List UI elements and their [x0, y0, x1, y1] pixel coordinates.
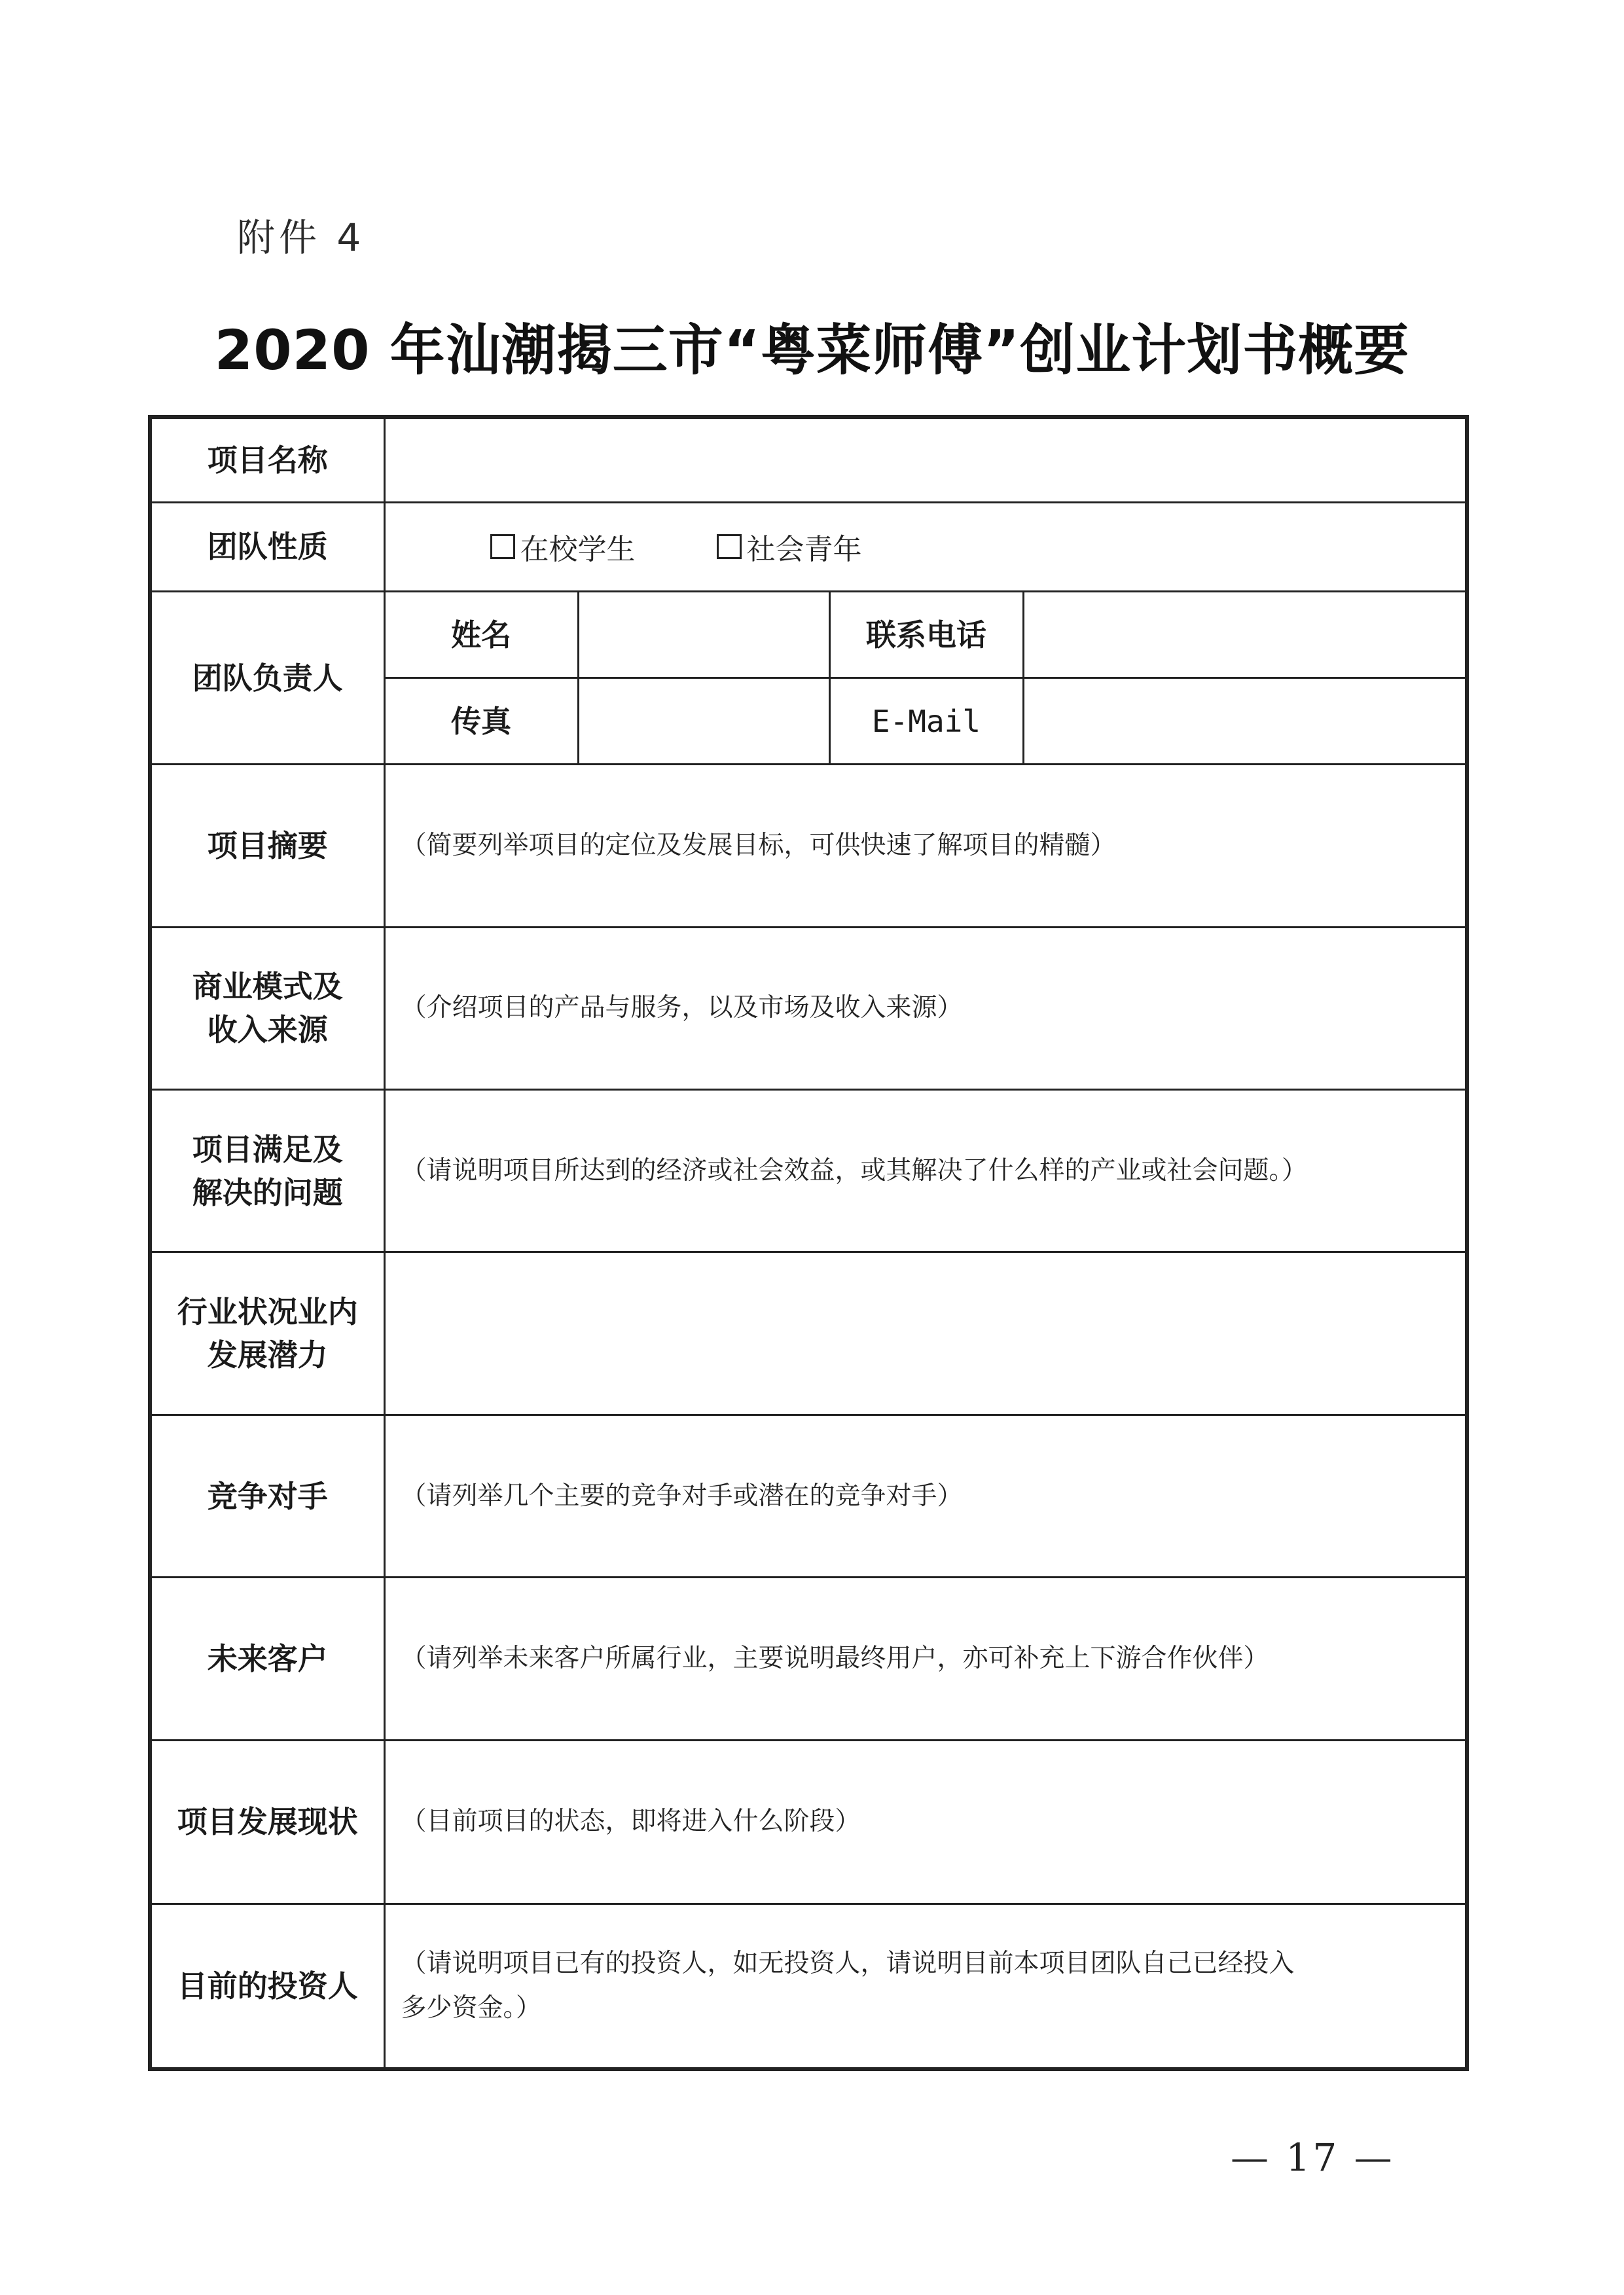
row-competitors: [150, 1415, 1467, 1577]
row-problems: [150, 1090, 1467, 1252]
row-team-nature: [150, 502, 1467, 591]
problems-label: [150, 1090, 384, 1252]
industry-label-line2: 发展潜力: [207, 1337, 328, 1373]
summary-hint: （简要列举项目的定位及发展目标，可供快速了解项目的精髓）: [401, 831, 1116, 860]
attachment-label: 附件 4: [237, 215, 365, 260]
phone-field[interactable]: [1023, 591, 1467, 678]
status-field[interactable]: [384, 1740, 1467, 1904]
student-checkbox[interactable]: [490, 534, 515, 559]
row-investors: [150, 1904, 1467, 2069]
document-title: 2020 年汕潮揭三市“粤菜师傅”创业计划书概要: [214, 318, 1410, 382]
business-model-label: [150, 927, 384, 1089]
problems-label-line2: 解决的问题: [192, 1174, 343, 1210]
customers-hint: （请列举未来客户所属行业，主要说明最终用户，亦可补充上下游合作伙伴）: [401, 1643, 1269, 1673]
summary-label: 项目摘要: [150, 765, 384, 927]
row-industry: [150, 1252, 1467, 1415]
problems-hint: （请说明项目所达到的经济或社会效益，或其解决了什么样的产业或社会问题。）: [401, 1155, 1308, 1185]
customers-label: 未来客户: [150, 1578, 384, 1740]
investors-hint-line2: 多少资金。）: [401, 1993, 542, 2023]
competitors-field[interactable]: [384, 1415, 1467, 1577]
name-field[interactable]: [578, 591, 829, 678]
fax-label: 传真: [384, 678, 578, 765]
social-youth-checkbox[interactable]: [717, 534, 742, 559]
investors-label: 目前的投资人: [150, 1904, 384, 2069]
row-status: [150, 1740, 1467, 1904]
industry-label-line1: 行业状况业内: [177, 1294, 358, 1330]
fax-field[interactable]: [578, 678, 829, 765]
social-youth-option-label: 社会青年: [746, 533, 862, 567]
problems-field[interactable]: [384, 1090, 1467, 1252]
row-leader-1: [150, 591, 1467, 678]
problems-label-line1: 项目满足及: [192, 1131, 343, 1167]
row-customers: [150, 1578, 1467, 1740]
investors-field[interactable]: [384, 1904, 1467, 2069]
plan-summary-form: [148, 415, 1469, 2071]
investors-hint-line1: （请说明项目已有的投资人，如无投资人，请说明目前本项目团队自己已经投入: [401, 1949, 1295, 1979]
business-model-label-line1: 商业模式及: [192, 969, 343, 1005]
name-label: 姓名: [384, 591, 578, 678]
project-name-field[interactable]: [384, 417, 1467, 502]
competitors-hint: （请列举几个主要的竞争对手或潜在的竞争对手）: [401, 1481, 963, 1511]
industry-field[interactable]: [384, 1252, 1467, 1415]
project-name-label: 项目名称: [150, 417, 384, 502]
page-number: — 17 —: [1231, 2135, 1395, 2180]
email-field[interactable]: [1023, 678, 1467, 765]
row-project-name: [150, 417, 1467, 502]
row-summary: [150, 765, 1467, 927]
status-hint: （目前项目的状态，即将进入什么阶段）: [401, 1807, 861, 1837]
team-leader-label: 团队负责人: [150, 591, 384, 764]
competitors-label: 竞争对手: [150, 1415, 384, 1577]
summary-field[interactable]: [384, 765, 1467, 927]
option-social-youth[interactable]: [717, 526, 862, 568]
option-student[interactable]: [490, 526, 636, 568]
row-business-model: [150, 927, 1467, 1089]
business-model-label-line2: 收入来源: [207, 1012, 328, 1048]
phone-label: 联系电话: [829, 591, 1023, 678]
student-option-label: 在校学生: [520, 533, 636, 567]
team-nature-options: [384, 502, 1467, 591]
customers-field[interactable]: [384, 1578, 1467, 1740]
industry-label: [150, 1252, 384, 1415]
team-nature-label: 团队性质: [150, 502, 384, 591]
status-label: 项目发展现状: [150, 1740, 384, 1904]
email-label: E-Mail: [829, 678, 1023, 765]
business-model-hint: （介绍项目的产品与服务，以及市场及收入来源）: [401, 993, 963, 1023]
business-model-field[interactable]: [384, 927, 1467, 1089]
